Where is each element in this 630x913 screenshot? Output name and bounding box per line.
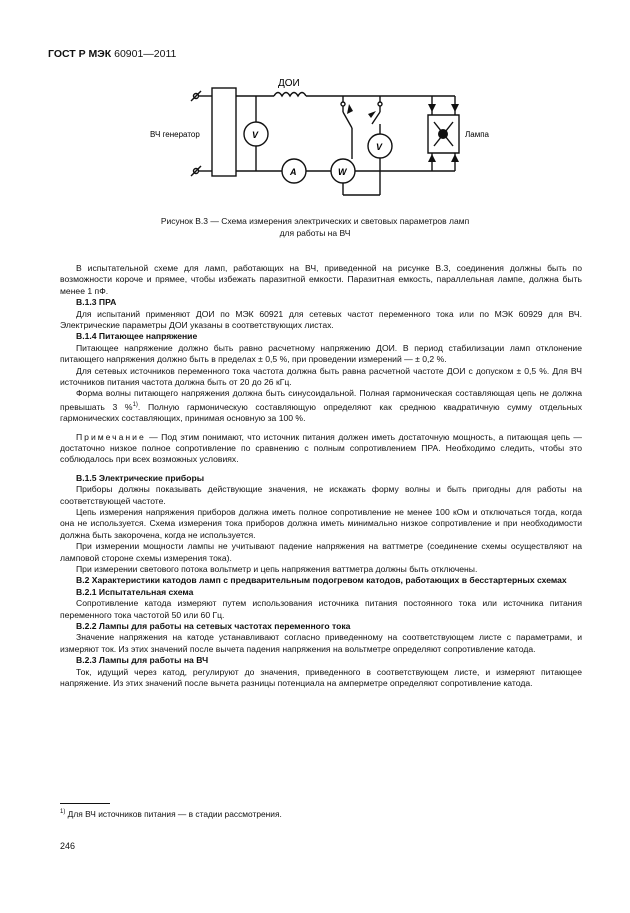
- note-text: — Под этим понимают, что источник питания должен иметь достаточную мощность, а питающая цепь — достаточно низкое полное сопротивление по сравнению с полным сопротивлением ПРА. Необходимо следить, чтобы это соблюдалось при всех возможных условиях.: [60, 431, 582, 465]
- switch-wattmeter: [343, 112, 352, 128]
- hf-generator-box: [212, 88, 236, 176]
- footnote: [60, 809, 282, 819]
- paragraph: Форма волны питающего напряжения должна быть синусоидальной. Полная гармоническая составляющая цепь не должна превышать 3 %$^{1)}$. Полную гармоническую составляющую определяют как среднюю квадратичную сумму отдельных гармонических составляющих, принимая основную за 100 %.: [60, 388, 582, 424]
- paragraph: Ток, идущий через катод, регулируют до значения, приведенного в соответствующем листе, и измеряют питающее напряжение. Из этих значений после вычета разницы потенциала на амперметре определяют сопротивление катода.: [60, 666, 582, 689]
- section-heading: В.2 Характеристики катодов ламп с предварительным подогревом катодов, работающих в бесстартерных схемах: [76, 575, 567, 586]
- meter-v1-label: V: [252, 130, 259, 140]
- label-generator: ВЧ генератор: [150, 130, 200, 139]
- circuit-diagram: [0, 0, 630, 215]
- footnote-mark: 1): [60, 809, 66, 816]
- standard-number: 60901—2011: [114, 48, 177, 60]
- paragraph: Питающее напряжение должно быть равно расчетному напряжению ДОИ. В период стабилизации ламп отклонение питающего напряжения должно быть в пределах ± 0,5 %, при проведении измерений — ± 0,2 %.: [60, 342, 582, 365]
- note: [60, 432, 582, 466]
- label-doi: ДОИ: [278, 78, 300, 89]
- section-heading: В.1.5 Электрические приборы: [76, 472, 205, 483]
- figure-caption: [60, 216, 570, 239]
- document-body: [60, 263, 582, 689]
- footnote-separator: [60, 803, 110, 804]
- paragraph: При измерении мощности лампы не учитывают падение напряжения на ваттметре (соединение схемы осуществляют на ламповой стороне схемы измерения тока).: [60, 541, 582, 563]
- paragraph: Приборы должны показывать действующие значения, не искажать форму волны и быть пригодны для работы на соответствующей частоте.: [60, 484, 582, 506]
- footnote-text: Для ВЧ источников питания — в стадии рассмотрения.: [65, 809, 282, 819]
- paragraph: Значение напряжения на катоде устанавливают согласно приведенному на соответствующем листе с параметрами, и измеряют ток. Из этих значений после вычета падения напряжения на вольтметре определяют сопротивление катода.: [60, 632, 582, 654]
- section-heading: В.2.3 Лампы для работы на ВЧ: [76, 655, 209, 666]
- note-label: Примечание: [76, 431, 146, 442]
- caption-line-1: Рисунок В.3 — Схема измерения электрических и световых параметров ламп: [160, 216, 470, 226]
- meter-a-label: A: [290, 167, 297, 177]
- lamp-bulb-icon: [438, 129, 448, 139]
- ballast-inductor: [274, 93, 306, 97]
- caption-line-2: для работы на ВЧ: [279, 227, 351, 238]
- meter-w-label: W: [338, 167, 347, 177]
- label-lamp: Лампа: [465, 130, 489, 139]
- section-heading: В.2.2 Лампы для работы на сетевых частотах переменного тока: [76, 621, 351, 632]
- meter-v2-label: V: [376, 142, 383, 152]
- paragraph: Для сетевых источников переменного тока частота должна быть равна расчетной частоте ДОИ с допуском ± 0,5 %. Для ВЧ источников питания частота должна быть от 20 до 26 кГц.: [60, 365, 582, 388]
- paragraph: Сопротивление катода измеряют путем использования источника питания постоянного тока или источника питания переменного тока частотой 50 или 60 Гц.: [60, 598, 582, 620]
- paragraph: В испытательной схеме для ламп, работающих на ВЧ, приведенной на рисунке В.3, соединения должны быть по возможности короче и прямее, чтобы избежать паразитной емкости. Паразитная емкость, параллельная лампе, должна быть менее 1 пФ.: [60, 263, 582, 296]
- section-heading: В.2.1 Испытательная схема: [76, 586, 194, 597]
- footnote-ref: 1): [132, 401, 138, 408]
- paragraph: Для испытаний применяют ДОИ по МЭК 60921 для сетевых частот переменного тока или по МЭК 60929 для ВЧ. Электрические параметры ДОИ указаны в соответствующих листах.: [60, 308, 582, 331]
- paragraph: Цепь измерения напряжения приборов должна иметь полное сопротивление не менее 100 кОм и отключаться тогда, когда она не используется. Схема измерения тока приборов должна иметь минимально низкое сопротивление и при необходимости должна быть закорочена, когда не используется.: [60, 506, 582, 540]
- paragraph: При измерении светового потока вольтметр и цепь напряжения ваттметра должны быть отключены.: [76, 564, 478, 575]
- section-heading: В.1.4 Питающее напряжение: [76, 331, 198, 342]
- page-number: 246: [60, 841, 76, 851]
- standard-code: ГОСТ Р МЭК: [48, 48, 112, 60]
- section-heading: В.1.3 ПРА: [76, 297, 117, 308]
